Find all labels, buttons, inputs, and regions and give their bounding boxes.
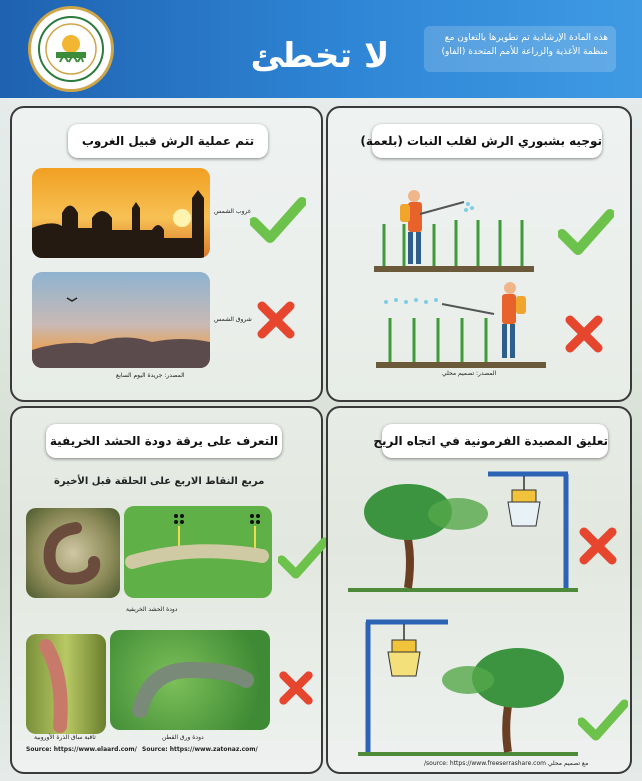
sunset-photo — [32, 168, 210, 258]
cross-icon — [256, 300, 296, 340]
worm-subtitle: مربع النقاط الاربع على الحلقة قبل الأخيرة — [54, 476, 265, 487]
wrong-trap-illustration — [348, 464, 578, 594]
cotton-leafworm-photo — [110, 630, 270, 730]
panel-spray-time-label: تتم عملية الرش قبيل الغروب — [68, 124, 268, 158]
armyworm-caption: دودة الحشد الخريفية — [126, 606, 178, 613]
cross-icon — [278, 670, 314, 706]
header-banner — [0, 0, 642, 98]
check-icon — [278, 536, 328, 580]
check-icon — [578, 698, 628, 742]
cross-icon — [564, 314, 604, 354]
panel-spray-time — [10, 106, 323, 402]
sunset-caption: غروب الشمس — [214, 208, 251, 215]
correct-spraying-illustration — [374, 174, 534, 274]
check-icon — [250, 196, 306, 244]
sunrise-photo — [32, 272, 210, 368]
panel-nozzle-direction — [326, 106, 632, 402]
nozzle-source: المصدر: تصميم محلي — [442, 370, 497, 377]
collaboration-note: هذه المادة الإرشادية تم تطويرها بالتعاون مع منظمة الأغذية والزراعة للأمم المتحدة (الفاو) — [424, 26, 616, 72]
corn-borer-caption: ثاقبة ساق الذرة الأوروبية — [34, 734, 96, 741]
panel-worm-label: التعرف على يرقة دودة الحشد الخريفية — [46, 424, 282, 458]
organization-logo — [28, 6, 114, 92]
organization-seal-icon — [36, 14, 106, 84]
page-title: لا تخطئ — [250, 36, 390, 76]
armyworm-photo — [26, 508, 120, 598]
panel-trap-label: تعليق المصيدة الفرمونية في اتجاه الريح — [382, 424, 608, 458]
trap-source: مع تصميم محلي source: https://www.freeserrashare.com/ — [424, 760, 589, 767]
cross-icon — [578, 526, 618, 566]
panel-pheromone-trap — [326, 406, 632, 774]
worm-source-2: Source: https://www.zatonaz.com/ — [142, 746, 258, 753]
corn-borer-photo — [26, 634, 106, 734]
panel-nozzle-label: توجيه بشبوري الرش لقلب النبات (بلعمة) — [372, 124, 602, 158]
spray-time-source: المصدر: جريدة اليوم السابع — [116, 372, 185, 379]
correct-trap-illustration — [358, 618, 578, 758]
sunrise-caption: شروق الشمس — [214, 316, 252, 323]
panel-armyworm-id — [10, 406, 323, 774]
check-icon — [558, 208, 614, 256]
worm-source-1: Source: https://www.elaard.com/ — [26, 746, 137, 753]
cotton-leafworm-caption: دودة ورق القطن — [162, 734, 204, 741]
incorrect-spraying-illustration — [376, 274, 546, 370]
armyworm-diagram — [124, 506, 272, 598]
